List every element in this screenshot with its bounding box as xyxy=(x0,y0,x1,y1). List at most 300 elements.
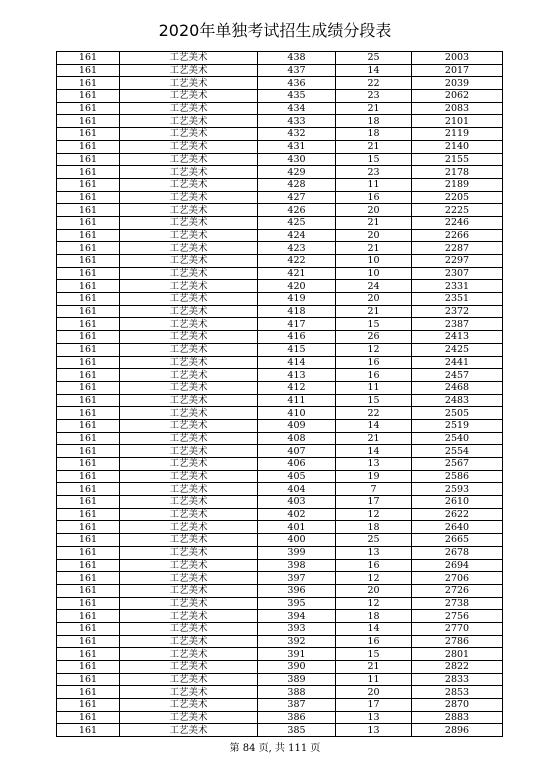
cumulative-count-cell: 2706 xyxy=(412,572,503,585)
cumulative-count-cell: 2387 xyxy=(412,318,503,331)
major-name-cell: 工艺美术 xyxy=(120,508,258,521)
cumulative-count-cell: 2593 xyxy=(412,483,503,496)
count-cell: 21 xyxy=(336,432,412,445)
cumulative-count-cell: 2266 xyxy=(412,229,503,242)
major-name-cell: 工艺美术 xyxy=(120,648,258,661)
major-name-cell: 工艺美术 xyxy=(120,584,258,597)
category-code-cell: 161 xyxy=(57,508,120,521)
count-cell: 19 xyxy=(336,470,412,483)
score-cell: 406 xyxy=(258,458,336,471)
category-code-cell: 161 xyxy=(57,229,120,242)
count-cell: 11 xyxy=(336,673,412,686)
table-row xyxy=(57,711,503,724)
cumulative-count-cell: 2155 xyxy=(412,153,503,166)
major-name-cell: 工艺美术 xyxy=(120,90,258,103)
count-cell: 14 xyxy=(336,419,412,432)
category-code-cell: 161 xyxy=(57,343,120,356)
count-cell: 15 xyxy=(336,394,412,407)
major-name-cell: 工艺美术 xyxy=(120,331,258,344)
score-cell: 412 xyxy=(258,381,336,394)
category-code-cell: 161 xyxy=(57,267,120,280)
major-name-cell: 工艺美术 xyxy=(120,419,258,432)
count-cell: 21 xyxy=(336,242,412,255)
category-code-cell: 161 xyxy=(57,115,120,128)
cumulative-count-cell: 2505 xyxy=(412,407,503,420)
category-code-cell: 161 xyxy=(57,534,120,547)
score-cell: 417 xyxy=(258,318,336,331)
count-cell: 11 xyxy=(336,178,412,191)
major-name-cell: 工艺美术 xyxy=(120,305,258,318)
cumulative-count-cell: 2540 xyxy=(412,432,503,445)
table-row xyxy=(57,191,503,204)
count-cell: 18 xyxy=(336,128,412,141)
category-code-cell: 161 xyxy=(57,572,120,585)
category-code-cell: 161 xyxy=(57,153,120,166)
table-row xyxy=(57,115,503,128)
count-cell: 20 xyxy=(336,229,412,242)
score-cell: 387 xyxy=(258,699,336,712)
major-name-cell: 工艺美术 xyxy=(120,77,258,90)
cumulative-count-cell: 2870 xyxy=(412,699,503,712)
score-cell: 411 xyxy=(258,394,336,407)
cumulative-count-cell: 2567 xyxy=(412,458,503,471)
category-code-cell: 161 xyxy=(57,216,120,229)
count-cell: 10 xyxy=(336,255,412,268)
category-code-cell: 161 xyxy=(57,610,120,623)
major-name-cell: 工艺美术 xyxy=(120,610,258,623)
cumulative-count-cell: 2554 xyxy=(412,445,503,458)
score-cell: 388 xyxy=(258,686,336,699)
table-row xyxy=(57,331,503,344)
page-footer: 第 84 页, 共 111 页 xyxy=(229,743,321,754)
table-row xyxy=(57,204,503,217)
score-cell: 397 xyxy=(258,572,336,585)
table-row xyxy=(57,381,503,394)
category-code-cell: 161 xyxy=(57,432,120,445)
count-cell: 21 xyxy=(336,661,412,674)
table-row xyxy=(57,686,503,699)
table-row xyxy=(57,521,503,534)
count-cell: 20 xyxy=(336,293,412,306)
score-cell: 399 xyxy=(258,546,336,559)
cumulative-count-cell: 2726 xyxy=(412,584,503,597)
table-row xyxy=(57,140,503,153)
major-name-cell: 工艺美术 xyxy=(120,293,258,306)
cumulative-count-cell: 2678 xyxy=(412,546,503,559)
cumulative-count-cell: 2694 xyxy=(412,559,503,572)
score-cell: 390 xyxy=(258,661,336,674)
score-cell: 430 xyxy=(258,153,336,166)
category-code-cell: 161 xyxy=(57,483,120,496)
cumulative-count-cell: 2205 xyxy=(412,191,503,204)
count-cell: 12 xyxy=(336,572,412,585)
table-row xyxy=(57,356,503,369)
score-cell: 434 xyxy=(258,102,336,115)
category-code-cell: 161 xyxy=(57,521,120,534)
score-cell: 407 xyxy=(258,445,336,458)
count-cell: 21 xyxy=(336,216,412,229)
score-cell: 395 xyxy=(258,597,336,610)
count-cell: 24 xyxy=(336,280,412,293)
cumulative-count-cell: 2413 xyxy=(412,331,503,344)
major-name-cell: 工艺美术 xyxy=(120,661,258,674)
score-cell: 422 xyxy=(258,255,336,268)
table-row xyxy=(57,102,503,115)
score-cell: 391 xyxy=(258,648,336,661)
major-name-cell: 工艺美术 xyxy=(120,255,258,268)
table-row xyxy=(57,77,503,90)
major-name-cell: 工艺美术 xyxy=(120,64,258,77)
table-row xyxy=(57,445,503,458)
cumulative-count-cell: 2003 xyxy=(412,52,503,65)
cumulative-count-cell: 2756 xyxy=(412,610,503,623)
major-name-cell: 工艺美术 xyxy=(120,204,258,217)
major-name-cell: 工艺美术 xyxy=(120,597,258,610)
count-cell: 13 xyxy=(336,711,412,724)
major-name-cell: 工艺美术 xyxy=(120,458,258,471)
cumulative-count-cell: 2610 xyxy=(412,496,503,509)
table-row xyxy=(57,584,503,597)
table-body xyxy=(57,52,503,737)
table-row xyxy=(57,699,503,712)
category-code-cell: 161 xyxy=(57,559,120,572)
table-row xyxy=(57,622,503,635)
cumulative-count-cell: 2017 xyxy=(412,64,503,77)
category-code-cell: 161 xyxy=(57,496,120,509)
count-cell: 13 xyxy=(336,724,412,737)
count-cell: 17 xyxy=(336,699,412,712)
table-row xyxy=(57,394,503,407)
table-row xyxy=(57,635,503,648)
major-name-cell: 工艺美术 xyxy=(120,178,258,191)
cumulative-count-cell: 2287 xyxy=(412,242,503,255)
category-code-cell: 161 xyxy=(57,166,120,179)
table-row xyxy=(57,242,503,255)
category-code-cell: 161 xyxy=(57,394,120,407)
score-cell: 420 xyxy=(258,280,336,293)
score-cell: 423 xyxy=(258,242,336,255)
cumulative-count-cell: 2770 xyxy=(412,622,503,635)
table-row xyxy=(57,724,503,737)
count-cell: 18 xyxy=(336,610,412,623)
major-name-cell: 工艺美术 xyxy=(120,343,258,356)
category-code-cell: 161 xyxy=(57,77,120,90)
score-cell: 408 xyxy=(258,432,336,445)
score-cell: 431 xyxy=(258,140,336,153)
count-cell: 23 xyxy=(336,166,412,179)
category-code-cell: 161 xyxy=(57,381,120,394)
table-row xyxy=(57,597,503,610)
cumulative-count-cell: 2468 xyxy=(412,381,503,394)
category-code-cell: 161 xyxy=(57,724,120,737)
count-cell: 15 xyxy=(336,318,412,331)
cumulative-count-cell: 2519 xyxy=(412,419,503,432)
count-cell: 21 xyxy=(336,102,412,115)
table-row xyxy=(57,407,503,420)
category-code-cell: 161 xyxy=(57,178,120,191)
count-cell: 21 xyxy=(336,140,412,153)
major-name-cell: 工艺美术 xyxy=(120,496,258,509)
cumulative-count-cell: 2178 xyxy=(412,166,503,179)
table-row xyxy=(57,343,503,356)
score-cell: 429 xyxy=(258,166,336,179)
category-code-cell: 161 xyxy=(57,546,120,559)
category-code-cell: 161 xyxy=(57,64,120,77)
cumulative-count-cell: 2225 xyxy=(412,204,503,217)
count-cell: 15 xyxy=(336,648,412,661)
score-cell: 398 xyxy=(258,559,336,572)
table-row xyxy=(57,369,503,382)
cumulative-count-cell: 2833 xyxy=(412,673,503,686)
category-code-cell: 161 xyxy=(57,204,120,217)
cumulative-count-cell: 2351 xyxy=(412,293,503,306)
category-code-cell: 161 xyxy=(57,140,120,153)
score-cell: 386 xyxy=(258,711,336,724)
cumulative-count-cell: 2140 xyxy=(412,140,503,153)
table-row xyxy=(57,267,503,280)
cumulative-count-cell: 2062 xyxy=(412,90,503,103)
score-cell: 425 xyxy=(258,216,336,229)
major-name-cell: 工艺美术 xyxy=(120,356,258,369)
major-name-cell: 工艺美术 xyxy=(120,242,258,255)
count-cell: 25 xyxy=(336,534,412,547)
major-name-cell: 工艺美术 xyxy=(120,622,258,635)
major-name-cell: 工艺美术 xyxy=(120,229,258,242)
table-row xyxy=(57,534,503,547)
cumulative-count-cell: 2307 xyxy=(412,267,503,280)
table-row xyxy=(57,419,503,432)
score-cell: 404 xyxy=(258,483,336,496)
category-code-cell: 161 xyxy=(57,318,120,331)
table-row xyxy=(57,432,503,445)
major-name-cell: 工艺美术 xyxy=(120,635,258,648)
count-cell: 16 xyxy=(336,356,412,369)
count-cell: 26 xyxy=(336,331,412,344)
table-row xyxy=(57,255,503,268)
major-name-cell: 工艺美术 xyxy=(120,115,258,128)
major-name-cell: 工艺美术 xyxy=(120,52,258,65)
table-row xyxy=(57,458,503,471)
table-row xyxy=(57,64,503,77)
cumulative-count-cell: 2853 xyxy=(412,686,503,699)
major-name-cell: 工艺美术 xyxy=(120,470,258,483)
cumulative-count-cell: 2119 xyxy=(412,128,503,141)
count-cell: 18 xyxy=(336,521,412,534)
score-cell: 409 xyxy=(258,419,336,432)
category-code-cell: 161 xyxy=(57,458,120,471)
count-cell: 14 xyxy=(336,445,412,458)
cumulative-count-cell: 2189 xyxy=(412,178,503,191)
count-cell: 16 xyxy=(336,191,412,204)
table-row xyxy=(57,153,503,166)
major-name-cell: 工艺美术 xyxy=(120,318,258,331)
score-cell: 403 xyxy=(258,496,336,509)
score-cell: 438 xyxy=(258,52,336,65)
score-cell: 418 xyxy=(258,305,336,318)
count-cell: 12 xyxy=(336,343,412,356)
category-code-cell: 161 xyxy=(57,331,120,344)
cumulative-count-cell: 2738 xyxy=(412,597,503,610)
cumulative-count-cell: 2622 xyxy=(412,508,503,521)
cumulative-count-cell: 2586 xyxy=(412,470,503,483)
count-cell: 16 xyxy=(336,559,412,572)
table-row xyxy=(57,90,503,103)
score-cell: 416 xyxy=(258,331,336,344)
score-cell: 401 xyxy=(258,521,336,534)
count-cell: 22 xyxy=(336,407,412,420)
category-code-cell: 161 xyxy=(57,242,120,255)
table-row xyxy=(57,661,503,674)
score-cell: 389 xyxy=(258,673,336,686)
category-code-cell: 161 xyxy=(57,191,120,204)
major-name-cell: 工艺美术 xyxy=(120,102,258,115)
category-code-cell: 161 xyxy=(57,407,120,420)
category-code-cell: 161 xyxy=(57,356,120,369)
cumulative-count-cell: 2297 xyxy=(412,255,503,268)
score-cell: 396 xyxy=(258,584,336,597)
cumulative-count-cell: 2483 xyxy=(412,394,503,407)
category-code-cell: 161 xyxy=(57,369,120,382)
category-code-cell: 161 xyxy=(57,470,120,483)
major-name-cell: 工艺美术 xyxy=(120,432,258,445)
table-row xyxy=(57,508,503,521)
cumulative-count-cell: 2640 xyxy=(412,521,503,534)
count-cell: 25 xyxy=(336,52,412,65)
major-name-cell: 工艺美术 xyxy=(120,369,258,382)
category-code-cell: 161 xyxy=(57,445,120,458)
major-name-cell: 工艺美术 xyxy=(120,521,258,534)
cumulative-count-cell: 2822 xyxy=(412,661,503,674)
cumulative-count-cell: 2801 xyxy=(412,648,503,661)
cumulative-count-cell: 2372 xyxy=(412,305,503,318)
page-title: 2020年单独考试招生成绩分段表 xyxy=(158,21,392,40)
table-row xyxy=(57,546,503,559)
cumulative-count-cell: 2457 xyxy=(412,369,503,382)
category-code-cell: 161 xyxy=(57,686,120,699)
count-cell: 15 xyxy=(336,153,412,166)
category-code-cell: 161 xyxy=(57,128,120,141)
score-cell: 419 xyxy=(258,293,336,306)
score-cell: 435 xyxy=(258,90,336,103)
category-code-cell: 161 xyxy=(57,711,120,724)
count-cell: 13 xyxy=(336,546,412,559)
major-name-cell: 工艺美术 xyxy=(120,559,258,572)
count-cell: 14 xyxy=(336,64,412,77)
table-row xyxy=(57,318,503,331)
score-cell: 432 xyxy=(258,128,336,141)
cumulative-count-cell: 2101 xyxy=(412,115,503,128)
cumulative-count-cell: 2441 xyxy=(412,356,503,369)
count-cell: 22 xyxy=(336,77,412,90)
major-name-cell: 工艺美术 xyxy=(120,166,258,179)
count-cell: 14 xyxy=(336,622,412,635)
count-cell: 10 xyxy=(336,267,412,280)
count-cell: 21 xyxy=(336,305,412,318)
score-cell: 385 xyxy=(258,724,336,737)
table-row xyxy=(57,229,503,242)
count-cell: 12 xyxy=(336,508,412,521)
major-name-cell: 工艺美术 xyxy=(120,216,258,229)
major-name-cell: 工艺美术 xyxy=(120,407,258,420)
category-code-cell: 161 xyxy=(57,419,120,432)
score-table xyxy=(56,51,503,737)
category-code-cell: 161 xyxy=(57,293,120,306)
score-cell: 392 xyxy=(258,635,336,648)
table-row xyxy=(57,559,503,572)
score-cell: 405 xyxy=(258,470,336,483)
category-code-cell: 161 xyxy=(57,622,120,635)
category-code-cell: 161 xyxy=(57,255,120,268)
major-name-cell: 工艺美术 xyxy=(120,128,258,141)
cumulative-count-cell: 2665 xyxy=(412,534,503,547)
score-cell: 426 xyxy=(258,204,336,217)
count-cell: 13 xyxy=(336,458,412,471)
table-row xyxy=(57,293,503,306)
cumulative-count-cell: 2786 xyxy=(412,635,503,648)
cumulative-count-cell: 2246 xyxy=(412,216,503,229)
table-row xyxy=(57,483,503,496)
score-cell: 415 xyxy=(258,343,336,356)
category-code-cell: 161 xyxy=(57,673,120,686)
category-code-cell: 161 xyxy=(57,102,120,115)
count-cell: 20 xyxy=(336,686,412,699)
table-row xyxy=(57,216,503,229)
table-row xyxy=(57,610,503,623)
major-name-cell: 工艺美术 xyxy=(120,546,258,559)
count-cell: 11 xyxy=(336,381,412,394)
cumulative-count-cell: 2331 xyxy=(412,280,503,293)
table-row xyxy=(57,52,503,65)
score-cell: 428 xyxy=(258,178,336,191)
major-name-cell: 工艺美术 xyxy=(120,699,258,712)
major-name-cell: 工艺美术 xyxy=(120,280,258,293)
score-cell: 433 xyxy=(258,115,336,128)
table-row xyxy=(57,305,503,318)
category-code-cell: 161 xyxy=(57,52,120,65)
score-cell: 393 xyxy=(258,622,336,635)
category-code-cell: 161 xyxy=(57,90,120,103)
count-cell: 17 xyxy=(336,496,412,509)
count-cell: 16 xyxy=(336,635,412,648)
major-name-cell: 工艺美术 xyxy=(120,153,258,166)
cumulative-count-cell: 2425 xyxy=(412,343,503,356)
category-code-cell: 161 xyxy=(57,699,120,712)
cumulative-count-cell: 2083 xyxy=(412,102,503,115)
score-cell: 414 xyxy=(258,356,336,369)
major-name-cell: 工艺美术 xyxy=(120,673,258,686)
major-name-cell: 工艺美术 xyxy=(120,711,258,724)
major-name-cell: 工艺美术 xyxy=(120,267,258,280)
category-code-cell: 161 xyxy=(57,584,120,597)
major-name-cell: 工艺美术 xyxy=(120,724,258,737)
category-code-cell: 161 xyxy=(57,661,120,674)
count-cell: 23 xyxy=(336,90,412,103)
table-row xyxy=(57,572,503,585)
count-cell: 20 xyxy=(336,204,412,217)
major-name-cell: 工艺美术 xyxy=(120,381,258,394)
score-cell: 402 xyxy=(258,508,336,521)
category-code-cell: 161 xyxy=(57,280,120,293)
major-name-cell: 工艺美术 xyxy=(120,191,258,204)
score-cell: 424 xyxy=(258,229,336,242)
category-code-cell: 161 xyxy=(57,648,120,661)
score-cell: 436 xyxy=(258,77,336,90)
major-name-cell: 工艺美术 xyxy=(120,140,258,153)
table-row xyxy=(57,280,503,293)
count-cell: 18 xyxy=(336,115,412,128)
major-name-cell: 工艺美术 xyxy=(120,686,258,699)
count-cell: 16 xyxy=(336,369,412,382)
